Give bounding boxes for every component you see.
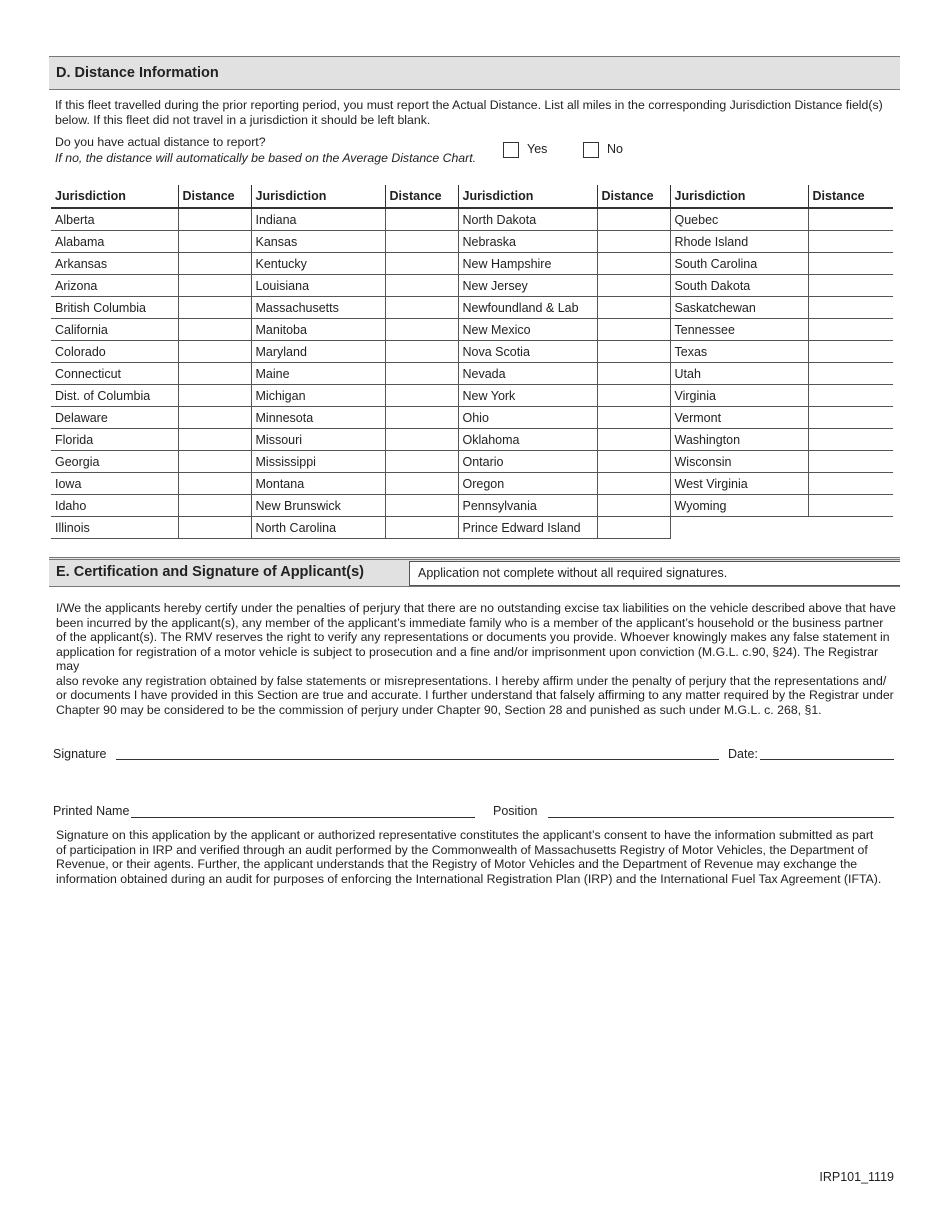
jurisdiction-cell: Saskatchewan	[670, 297, 808, 319]
jurisdiction-cell: Alberta	[51, 208, 178, 231]
table-row	[51, 341, 893, 363]
distance-input[interactable]	[808, 429, 893, 451]
intro-line-2: below. If this fleet did not travel in a jurisdiction it should be left blank.	[55, 112, 431, 127]
jurisdiction-cell: New Jersey	[458, 275, 597, 297]
distance-input[interactable]	[597, 473, 670, 495]
section-d-title: D. Distance Information	[56, 65, 219, 81]
distance-input[interactable]	[178, 341, 251, 363]
distance-input[interactable]	[178, 473, 251, 495]
jurisdiction-cell: Montana	[251, 473, 385, 495]
no-label: No	[607, 142, 623, 156]
jurisdiction-cell: Maine	[251, 363, 385, 385]
table-row	[51, 319, 893, 341]
date-field[interactable]	[760, 759, 894, 760]
distance-input[interactable]	[808, 341, 893, 363]
col-distance: Distance	[808, 185, 893, 208]
section-e-title: E. Certification and Signature of Applicant(s)	[56, 564, 365, 580]
jurisdiction-cell: Missouri	[251, 429, 385, 451]
table-row	[51, 473, 893, 495]
distance-input[interactable]	[385, 208, 458, 231]
jurisdiction-cell: Texas	[670, 341, 808, 363]
distance-input[interactable]	[178, 208, 251, 231]
distance-input[interactable]	[385, 451, 458, 473]
table-row	[51, 451, 893, 473]
distance-input[interactable]	[808, 363, 893, 385]
distance-input[interactable]	[808, 275, 893, 297]
jurisdiction-cell: Arizona	[51, 275, 178, 297]
signature-field[interactable]	[116, 759, 719, 760]
col-distance: Distance	[385, 185, 458, 208]
jurisdiction-cell: Ontario	[458, 451, 597, 473]
jurisdiction-cell: New Brunswick	[251, 495, 385, 517]
signature-notice: Application not complete without all required signatures.	[409, 561, 900, 586]
distance-input[interactable]	[385, 407, 458, 429]
distance-input[interactable]	[178, 495, 251, 517]
distance-input[interactable]	[597, 495, 670, 517]
distance-input[interactable]	[597, 297, 670, 319]
distance-input[interactable]	[178, 517, 251, 539]
distance-input[interactable]	[808, 451, 893, 473]
distance-input[interactable]	[808, 319, 893, 341]
table-row	[51, 253, 893, 275]
distance-input[interactable]	[597, 385, 670, 407]
table-row	[51, 297, 893, 319]
jurisdiction-cell: Vermont	[670, 407, 808, 429]
empty-cell	[670, 517, 808, 539]
distance-input[interactable]	[385, 363, 458, 385]
jurisdiction-cell: Nebraska	[458, 231, 597, 253]
yes-checkbox[interactable]	[503, 142, 519, 158]
no-checkbox[interactable]	[583, 142, 599, 158]
section-d-intro	[55, 98, 900, 127]
form-code: IRP101_1119	[819, 1170, 894, 1184]
empty-cell	[808, 517, 893, 539]
distance-input[interactable]	[178, 297, 251, 319]
jurisdiction-cell: Georgia	[51, 451, 178, 473]
col-jurisdiction: Jurisdiction	[670, 185, 808, 208]
date-label: Date:	[728, 747, 758, 761]
distance-input[interactable]	[178, 429, 251, 451]
jurisdiction-cell: Pennsylvania	[458, 495, 597, 517]
jurisdiction-cell: Dist. of Columbia	[51, 385, 178, 407]
distance-input[interactable]	[385, 275, 458, 297]
distance-input[interactable]	[597, 363, 670, 385]
distance-input[interactable]	[178, 385, 251, 407]
col-distance: Distance	[597, 185, 670, 208]
jurisdiction-cell: Minnesota	[251, 407, 385, 429]
jurisdiction-cell: Washington	[670, 429, 808, 451]
distance-input[interactable]	[597, 341, 670, 363]
position-field[interactable]	[548, 817, 894, 818]
jurisdiction-cell: Colorado	[51, 341, 178, 363]
distance-input[interactable]	[385, 385, 458, 407]
jurisdiction-cell: Florida	[51, 429, 178, 451]
distance-input[interactable]	[385, 473, 458, 495]
distance-input[interactable]	[178, 275, 251, 297]
distance-input[interactable]	[385, 429, 458, 451]
jurisdiction-cell: Prince Edward Island	[458, 517, 597, 539]
distance-input[interactable]	[597, 275, 670, 297]
jurisdiction-cell: Quebec	[670, 208, 808, 231]
jurisdiction-cell: South Dakota	[670, 275, 808, 297]
jurisdiction-cell: Massachusetts	[251, 297, 385, 319]
table-row	[51, 363, 893, 385]
distance-input[interactable]	[808, 297, 893, 319]
distance-input[interactable]	[178, 253, 251, 275]
consent-text	[56, 828, 901, 886]
certification-text	[56, 601, 901, 717]
certification-line: Chapter 90 may be considered to be the commission of perjury under Chapter 90, Section 28 and punished as such under M.G.L. c. 268, §1.	[56, 702, 822, 717]
distance-input[interactable]	[385, 231, 458, 253]
consent-line: information obtained during an audit for purposes of enforcing the International Registration Plan (IRP) and the International Fuel Tax Agreement (IFTA).	[56, 871, 882, 886]
jurisdiction-cell: Tennessee	[670, 319, 808, 341]
jurisdiction-cell: New Mexico	[458, 319, 597, 341]
distance-input[interactable]	[385, 297, 458, 319]
consent-line: Signature on this application by the applicant or authorized representative constitutes the applicant’s consent to have the information submitted as part	[56, 828, 874, 842]
distance-input[interactable]	[178, 319, 251, 341]
col-jurisdiction: Jurisdiction	[51, 185, 178, 208]
distance-input[interactable]	[597, 517, 670, 539]
jurisdiction-cell: Rhode Island	[670, 231, 808, 253]
distance-input[interactable]	[178, 231, 251, 253]
jurisdiction-cell: New Hampshire	[458, 253, 597, 275]
distance-input[interactable]	[808, 473, 893, 495]
position-label: Position	[493, 804, 538, 818]
certification-line: or documents I have provided in this Section are true and accurate. I further understand that falsely affirming to any matter required by the Registrar under	[56, 688, 894, 702]
distance-input[interactable]	[597, 208, 670, 231]
jurisdiction-cell: West Virginia	[670, 473, 808, 495]
jurisdiction-cell: Arkansas	[51, 253, 178, 275]
jurisdiction-cell: Indiana	[251, 208, 385, 231]
table-row	[51, 517, 893, 539]
jurisdiction-cell: California	[51, 319, 178, 341]
distance-table-header	[51, 185, 893, 208]
distance-input[interactable]	[385, 495, 458, 517]
distance-input[interactable]	[385, 253, 458, 275]
distance-input[interactable]	[808, 253, 893, 275]
section-d-header	[49, 56, 900, 90]
jurisdiction-cell: North Dakota	[458, 208, 597, 231]
table-row	[51, 275, 893, 297]
certification-line: been incurred by the applicant(s), any member of the applicant’s immediate family who is a member of the applicant’s household or the business partner	[56, 615, 884, 630]
distance-input[interactable]	[178, 363, 251, 385]
distance-input[interactable]	[597, 407, 670, 429]
jurisdiction-cell: Manitoba	[251, 319, 385, 341]
distance-question: Do you have actual distance to report?	[55, 135, 266, 149]
jurisdiction-cell: Kentucky	[251, 253, 385, 275]
jurisdiction-cell: Utah	[670, 363, 808, 385]
consent-line: of participation in IRP and verified through an audit performed by the Commonwealth of Massachusetts Registry of Motor Vehicles, the Department of	[56, 842, 868, 857]
jurisdiction-cell: Delaware	[51, 407, 178, 429]
consent-line: Revenue, or their agents. Further, the applicant understands that the Registry of Motor Vehicles and the Department of Revenue may exchange the	[56, 857, 858, 871]
jurisdiction-cell: Connecticut	[51, 363, 178, 385]
distance-input[interactable]	[597, 231, 670, 253]
jurisdiction-cell: Nevada	[458, 363, 597, 385]
jurisdiction-cell: Idaho	[51, 495, 178, 517]
table-row	[51, 495, 893, 517]
jurisdiction-cell: British Columbia	[51, 297, 178, 319]
printed-name-label: Printed Name	[53, 804, 130, 818]
jurisdiction-cell: Oregon	[458, 473, 597, 495]
certification-line: of the applicant(s). The RMV reserves the right to verify any representations or documents you provide. Whoever knowingly makes any false statement in	[56, 630, 890, 644]
distance-input[interactable]	[808, 495, 893, 517]
distance-input[interactable]	[597, 253, 670, 275]
table-row	[51, 208, 893, 231]
jurisdiction-cell: Michigan	[251, 385, 385, 407]
distance-input[interactable]	[597, 429, 670, 451]
jurisdiction-cell: Nova Scotia	[458, 341, 597, 363]
jurisdiction-cell: Kansas	[251, 231, 385, 253]
jurisdiction-cell: Illinois	[51, 517, 178, 539]
jurisdiction-cell: New York	[458, 385, 597, 407]
signature-label: Signature	[53, 747, 107, 761]
distance-table	[51, 185, 893, 539]
table-row	[51, 231, 893, 253]
distance-question-note: If no, the distance will automatically be based on the Average Distance Chart.	[55, 151, 477, 165]
distance-input[interactable]	[178, 451, 251, 473]
distance-input[interactable]	[808, 385, 893, 407]
certification-line: application for registration of a motor vehicle is subject to prosecution and a fine and/or imprisonment upon conviction (M.G.L. c.90, §24). The Registrar may	[56, 644, 879, 673]
jurisdiction-cell: Wisconsin	[670, 451, 808, 473]
jurisdiction-cell: Ohio	[458, 407, 597, 429]
jurisdiction-cell: Mississippi	[251, 451, 385, 473]
distance-input[interactable]	[808, 231, 893, 253]
distance-input[interactable]	[597, 451, 670, 473]
jurisdiction-cell: Oklahoma	[458, 429, 597, 451]
table-row	[51, 429, 893, 451]
jurisdiction-cell: Wyoming	[670, 495, 808, 517]
col-distance: Distance	[178, 185, 251, 208]
table-row	[51, 385, 893, 407]
jurisdiction-cell: Alabama	[51, 231, 178, 253]
jurisdiction-cell: Louisiana	[251, 275, 385, 297]
jurisdiction-cell: Iowa	[51, 473, 178, 495]
distance-input[interactable]	[385, 517, 458, 539]
jurisdiction-cell: Maryland	[251, 341, 385, 363]
certification-line: I/We the applicants hereby certify under the penalties of perjury that there are no outstanding excise tax liabilities on the vehicle described above that have	[56, 601, 896, 615]
jurisdiction-cell: Virginia	[670, 385, 808, 407]
distance-input[interactable]	[597, 319, 670, 341]
jurisdiction-cell: Newfoundland & Lab	[458, 297, 597, 319]
col-jurisdiction: Jurisdiction	[251, 185, 385, 208]
distance-input[interactable]	[385, 319, 458, 341]
jurisdiction-cell: South Carolina	[670, 253, 808, 275]
distance-input[interactable]	[178, 407, 251, 429]
table-row	[51, 407, 893, 429]
intro-line-1: If this fleet travelled during the prior reporting period, you must report the Actual Distance. List all miles in the corresponding Jurisdiction Distance field(s)	[55, 98, 883, 112]
yes-label: Yes	[527, 142, 548, 156]
distance-input[interactable]	[385, 341, 458, 363]
certification-line: also revoke any registration obtained by false statements or misrepresentations. I hereby affirm under the penalty of perjury that the representations and/	[56, 673, 887, 688]
jurisdiction-cell: North Carolina	[251, 517, 385, 539]
printed-name-field[interactable]	[131, 817, 475, 818]
distance-input[interactable]	[808, 407, 893, 429]
col-jurisdiction: Jurisdiction	[458, 185, 597, 208]
distance-input[interactable]	[808, 208, 893, 231]
